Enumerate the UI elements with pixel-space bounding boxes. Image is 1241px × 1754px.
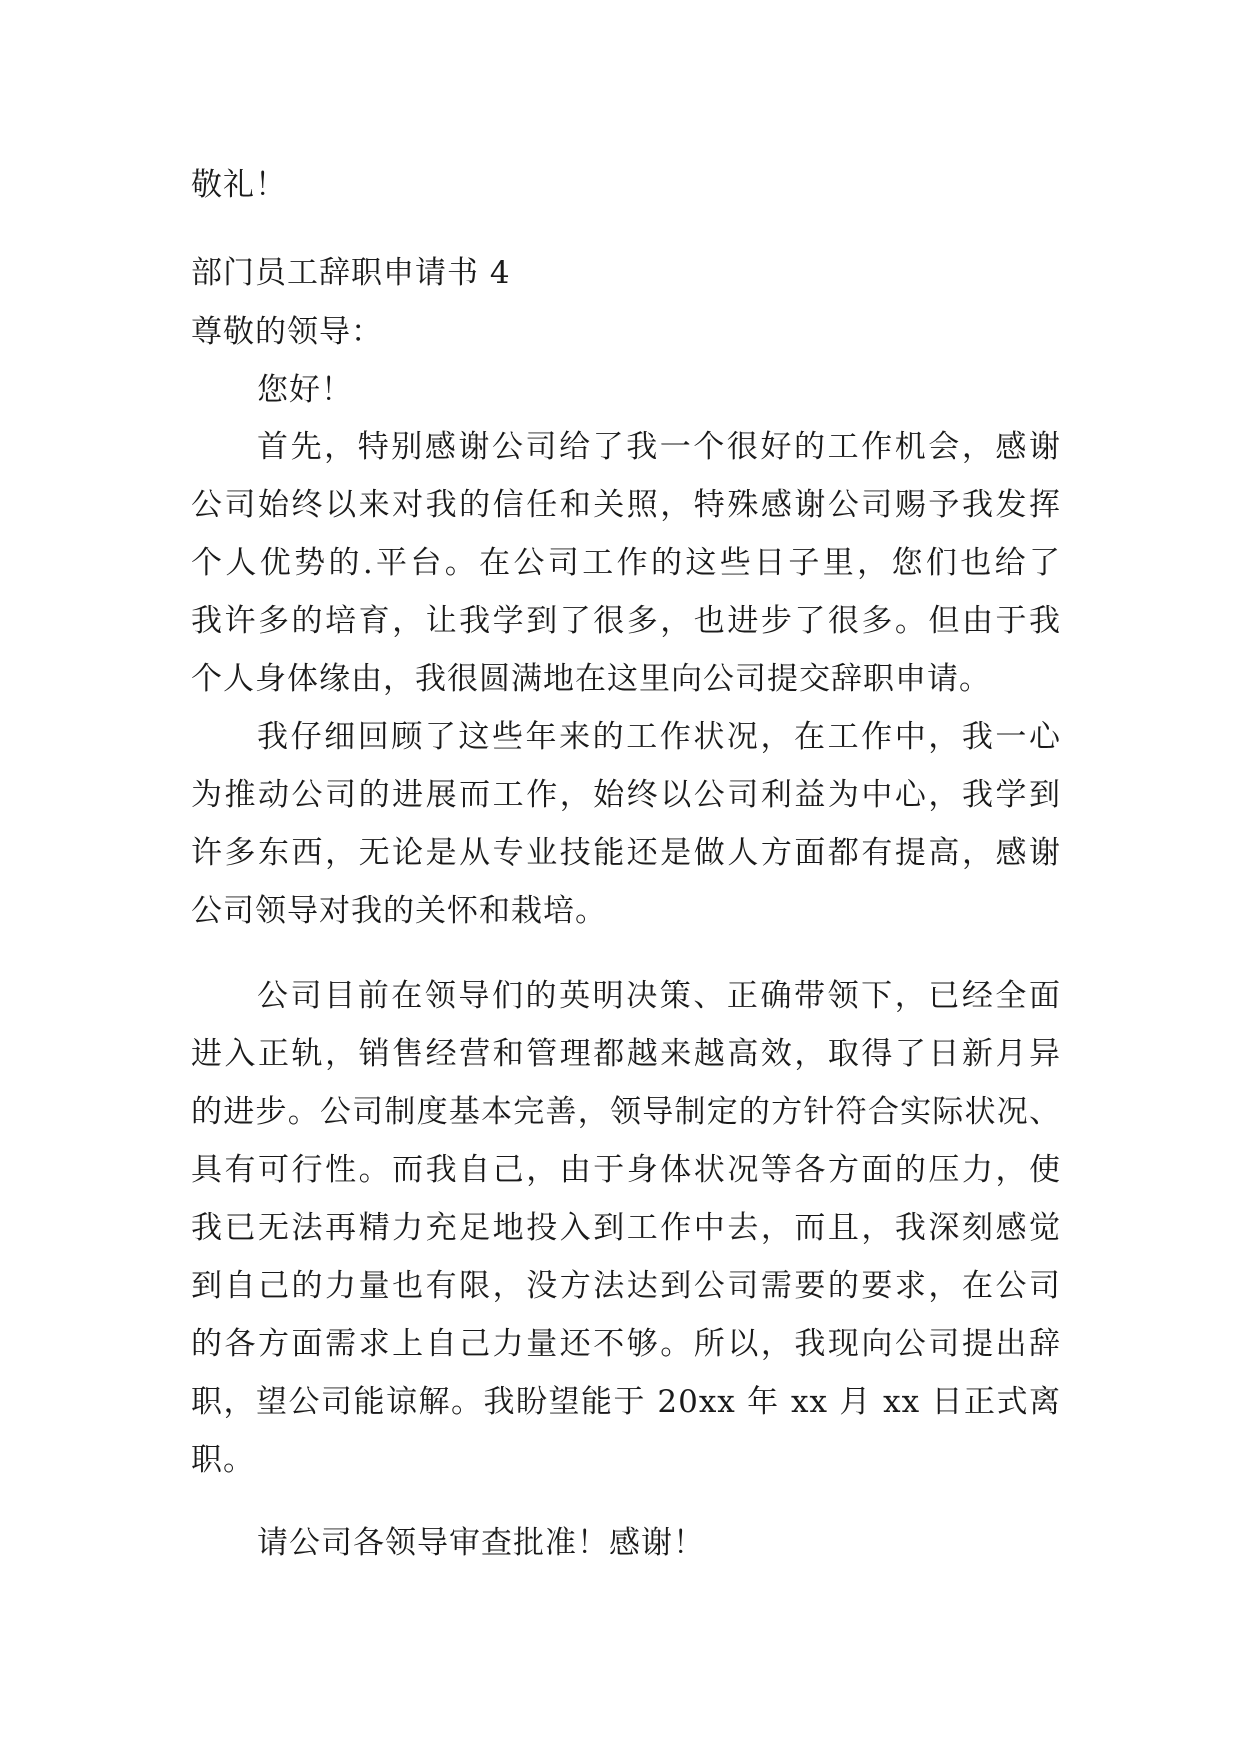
salutation: 尊敬的领导：	[191, 314, 383, 350]
paragraph-1-line: 个人身体缘由，我很圆满地在这里向公司提交辞职申请。	[191, 661, 991, 697]
paragraph-1-line: 个人优势的.平台。在公司工作的这些日子里，您们也给了	[191, 545, 1061, 581]
paragraph-2-line: 许多东西，无论是从专业技能还是做人方面都有提高，感谢	[191, 835, 1061, 871]
document-heading: 部门员工辞职申请书 4	[191, 255, 511, 291]
paragraph-3-line: 的各方面需求上自己力量还不够。所以，我现向公司提出辞	[191, 1326, 1061, 1362]
paragraph-2-line: 公司领导对我的关怀和栽培。	[191, 893, 607, 929]
paragraph-3-line: 职。	[191, 1442, 255, 1478]
paragraph-3-line: 进入正轨，销售经营和管理都越来越高效，取得了日新月异	[191, 1036, 1061, 1072]
closing-line: 敬礼！	[191, 167, 287, 203]
greeting: 您好！	[257, 372, 353, 408]
paragraph-3-line: 具有可行性。而我自己，由于身体状况等各方面的压力，使	[191, 1152, 1061, 1188]
paragraph-1-line: 首先，特别感谢公司给了我一个很好的工作机会，感谢	[257, 429, 1061, 465]
paragraph-3-line: 的进步。公司制度基本完善，领导制定的方针符合实际状况、	[191, 1094, 1061, 1130]
paragraph-4-line: 请公司各领导审查批准！感谢！	[257, 1525, 705, 1561]
paragraph-3-line: 职，望公司能谅解。我盼望能于 20xx 年 xx 月 xx 日正式离	[191, 1384, 1061, 1420]
paragraph-3-line: 公司目前在领导们的英明决策、正确带领下，已经全面	[257, 978, 1061, 1014]
paragraph-3-line: 到自己的力量也有限，没方法达到公司需要的要求，在公司	[191, 1268, 1061, 1304]
paragraph-1-line: 公司始终以来对我的信任和关照，特殊感谢公司赐予我发挥	[191, 487, 1061, 523]
paragraph-1-line: 我许多的培育，让我学到了很多，也进步了很多。但由于我	[191, 603, 1061, 639]
paragraph-2-line: 为推动公司的进展而工作，始终以公司利益为中心，我学到	[191, 777, 1061, 813]
paragraph-3-line: 我已无法再精力充足地投入到工作中去，而且，我深刻感觉	[191, 1210, 1061, 1246]
paragraph-2-line: 我仔细回顾了这些年来的工作状况，在工作中，我一心	[257, 719, 1061, 755]
